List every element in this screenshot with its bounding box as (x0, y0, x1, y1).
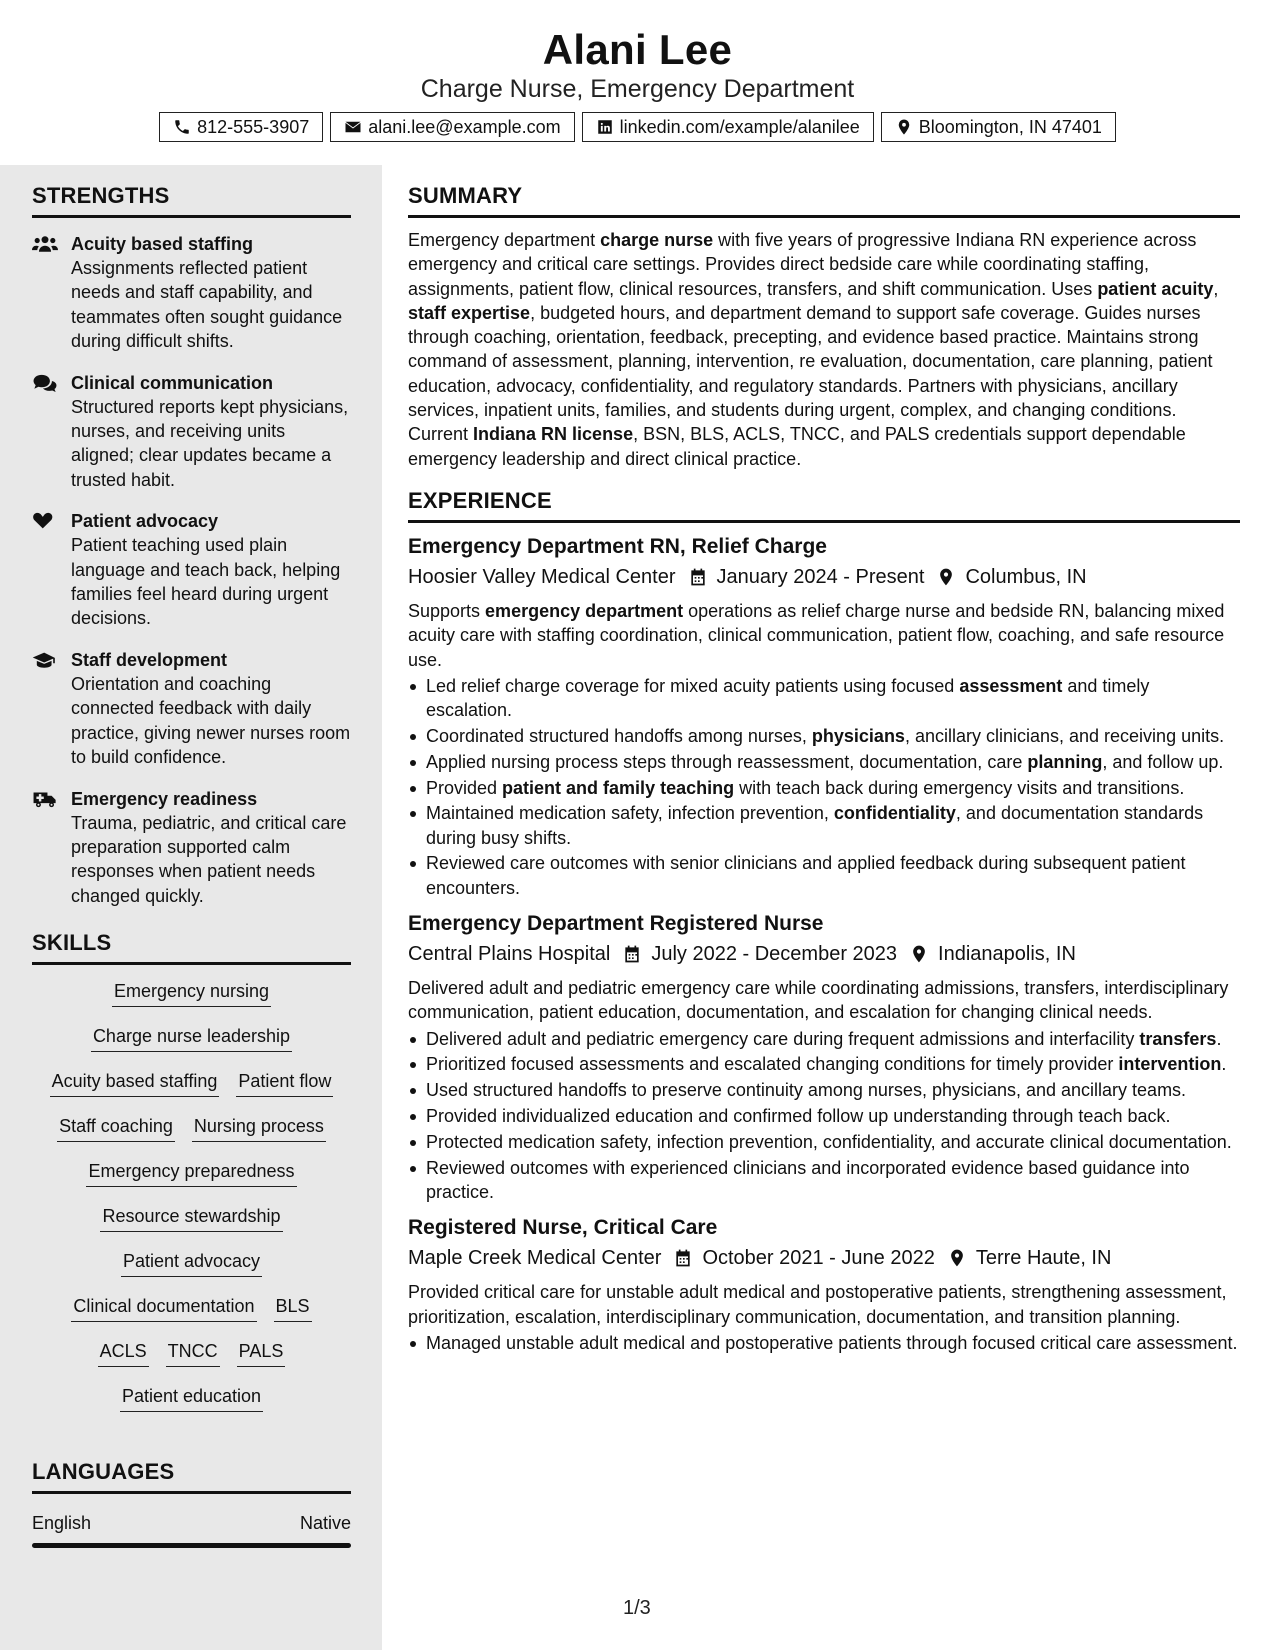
job-bullet: Reviewed outcomes with experienced clinicians and incorporated evidence based guidance into practice. (408, 1156, 1240, 1205)
strength-title: Acuity based staffing (71, 234, 254, 254)
strength-item (32, 232, 351, 354)
job-meta (408, 1244, 1240, 1272)
job-bullet: Prioritized focused assessments and escalated changing conditions for timely provider intervention. (408, 1052, 1240, 1076)
skills-heading: SKILLS (32, 930, 351, 965)
map-pin-icon (936, 567, 956, 587)
ambulance-icon (32, 790, 58, 808)
strength-item (32, 787, 351, 909)
job-bullet: Used structured handoffs to preserve continuity among nurses, physicians, and ancillary teams. (408, 1078, 1240, 1102)
candidate-title: Charge Nurse, Emergency Department (420, 75, 855, 103)
sidebar (0, 165, 382, 1650)
skill-row (112, 979, 271, 1007)
strength-desc: Orientation and coaching connected feedback with daily practice, giving newer nurses room to build confidence. (71, 673, 351, 768)
skill-row (98, 1339, 286, 1367)
skill-row (91, 1024, 292, 1052)
job-bullet: Provided individualized education and confirmed follow up understanding through teach back. (408, 1104, 1240, 1128)
skill-row (100, 1204, 282, 1232)
job-dates: October 2021 - June 2022 (702, 1247, 935, 1270)
strength-desc: Trauma, pediatric, and critical care preparation supported calm responses when patient needs changed quickly. (71, 812, 347, 906)
job-bullets (408, 1331, 1240, 1355)
strength-title: Clinical communication (71, 372, 274, 393)
language-level: Native (299, 1513, 351, 1534)
skill-tag: Staff coaching (57, 1114, 175, 1142)
page-number: 1/3 (623, 1597, 651, 1619)
skills-list (32, 979, 351, 1412)
job-bullet: Managed unstable adult medical and postoperative patients through focused critical care assessment. (408, 1331, 1240, 1355)
skill-row (121, 1249, 262, 1277)
envelope-icon (344, 118, 362, 136)
skill-tag: Emergency preparedness (86, 1159, 296, 1187)
job-employer: Central Plains Hospital (408, 943, 611, 966)
skill-row (57, 1114, 326, 1142)
map-pin-icon (909, 944, 929, 964)
job-entry (408, 1214, 1240, 1355)
summary-heading: SUMMARY (408, 183, 1240, 218)
job-bullet: Delivered adult and pediatric emergency care during frequent admissions and interfacility transfers. (408, 1027, 1240, 1051)
strength-item (32, 509, 351, 631)
job-bullets (408, 1027, 1240, 1205)
job-title: Registered Nurse, Critical Care (408, 1216, 718, 1240)
job-location: Columbus, IN (965, 565, 1087, 588)
skill-tag: PALS (237, 1339, 286, 1367)
map-pin-icon (895, 118, 913, 136)
job-meta (408, 940, 1240, 968)
job-bullets (408, 674, 1240, 900)
experience-list (408, 533, 1240, 1355)
main-content (408, 165, 1240, 1357)
job-title: Emergency Department Registered Nurse (408, 912, 824, 936)
strength-title: Emergency readiness (71, 788, 258, 809)
strength-desc: Patient teaching used plain language and teach back, helping families feel heard during urgent decisions. (71, 535, 341, 629)
job-description: Delivered adult and pediatric emergency care while coordinating admissions, transfers, interdisciplinary communication, patient education, documentation, and escalation for changing clinical needs. (408, 978, 1229, 1023)
language-proficiency-bar (32, 1543, 351, 1548)
skill-row (71, 1294, 311, 1322)
calendar-icon (673, 1248, 693, 1268)
users-icon (32, 235, 58, 253)
job-meta (408, 563, 1240, 591)
contact-linkedin-text: linkedin.com/example/alanilee (619, 116, 860, 137)
skill-tag: Resource stewardship (100, 1204, 282, 1232)
job-bullet: Applied nursing process steps through reassessment, documentation, care planning, and follow up. (408, 750, 1240, 774)
job-title: Emergency Department RN, Relief Charge (408, 534, 827, 558)
languages-heading: LANGUAGES (32, 1459, 351, 1494)
calendar-icon (622, 944, 642, 964)
skill-tag: Clinical documentation (71, 1294, 256, 1322)
skill-row (86, 1159, 296, 1187)
strength-desc: Assignments reflected patient needs and staff capability, and teammates often sought guidance during difficult shifts. (71, 258, 343, 352)
job-description: Provided critical care for unstable adult medical and postoperative patients, strengthening assessment, prioritization, escalation, interdisciplinary communication, documentation, and transition planning. (408, 1282, 1227, 1327)
skill-tag: Patient education (120, 1384, 263, 1412)
contact-email[interactable] (330, 112, 574, 142)
graduation-cap-icon (32, 651, 58, 669)
job-dates: July 2022 - December 2023 (651, 943, 898, 966)
contact-phone-text: 812-555-3907 (197, 116, 310, 137)
resume-header (0, 0, 1275, 142)
job-location: Indianapolis, IN (938, 943, 1076, 966)
job-bullet: Led relief charge coverage for mixed acuity patients using focused assessment and timely escalation. (408, 674, 1240, 723)
job-entry (408, 910, 1240, 1204)
experience-heading: EXPERIENCE (408, 488, 1240, 523)
contact-phone[interactable] (159, 112, 323, 142)
skill-tag: Patient flow (236, 1069, 333, 1097)
skill-tag: BLS (274, 1294, 312, 1322)
job-entry (408, 533, 1240, 900)
job-bullet: Reviewed care outcomes with senior clinicians and applied feedback during subsequent patient encounters. (408, 851, 1240, 900)
skill-row (50, 1069, 334, 1097)
strength-title: Patient advocacy (71, 511, 219, 532)
job-employer: Hoosier Valley Medical Center (408, 565, 676, 588)
job-bullet: Provided patient and family teaching with teach back during emergency visits and transitions. (408, 776, 1240, 800)
contact-linkedin[interactable] (582, 112, 874, 142)
calendar-icon (688, 567, 708, 587)
job-employer: Maple Creek Medical Center (408, 1247, 662, 1270)
candidate-name: Alani Lee (542, 26, 733, 73)
skill-tag: Acuity based staffing (50, 1069, 220, 1097)
language-item (32, 1511, 351, 1535)
skill-tag: Nursing process (192, 1114, 326, 1142)
heart-icon (32, 512, 58, 530)
comments-icon (32, 374, 58, 392)
linkedin-icon (596, 118, 614, 136)
job-dates: January 2024 - Present (716, 565, 925, 588)
job-bullet: Protected medication safety, infection prevention, confidentiality, and accurate clinical documentation. (408, 1130, 1240, 1154)
job-description: Supports emergency department operations as relief charge nurse and bedside RN, balancing mixed acuity care with staffing coordination, clinical communication, patient flow, coaching, and safe resource use. (408, 600, 1225, 670)
map-pin-icon (947, 1248, 967, 1268)
job-bullet: Coordinated structured handoffs among nurses, physicians, ancillary clinicians, and receiving units. (408, 724, 1240, 748)
skill-row (120, 1384, 263, 1412)
strength-title: Staff development (71, 649, 228, 670)
job-bullet: Maintained medication safety, infection prevention, confidentiality, and documentation standards during busy shifts. (408, 801, 1240, 850)
language-name: English (32, 1513, 92, 1534)
strength-item (32, 648, 351, 770)
contact-location-text: Bloomington, IN 47401 (918, 116, 1102, 137)
strength-item (32, 371, 351, 493)
strength-desc: Structured reports kept physicians, nurses, and receiving units aligned; clear updates became a trusted habit. (71, 396, 349, 490)
contact-location[interactable] (881, 112, 1116, 142)
job-location: Terre Haute, IN (975, 1247, 1112, 1270)
skill-tag: Patient advocacy (121, 1249, 262, 1277)
strengths-heading: STRENGTHS (32, 183, 351, 218)
contact-email-text: alani.lee@example.com (368, 116, 561, 137)
phone-icon (173, 118, 191, 136)
strengths-list (32, 232, 351, 908)
skill-tag: ACLS (98, 1339, 149, 1367)
skill-tag: Charge nurse leadership (91, 1024, 292, 1052)
summary-text: Emergency department charge nurse with five years of progressive Indiana RN experience across emergency and critical care settings. Provides direct bedside care while coordinating staffing, assignments, patient flow, clinical resources, transfers, and shift communication. Uses patient acuity, staff expertise, budgeted hours, and department demand to support safe coverage. Guides nurses through coaching, orientation, feedback, precepting, and evidence based practice. Maintains strong command of assessment, planning, intervention, re evaluation, documentation, care planning, patient education, advocacy, confidentiality, and regulatory standards. Partners with physicians, ancillary services, inpatient units, families, and students during urgent, complex, and changing conditions. Current Indiana RN license, BSN, BLS, ACLS, TNCC, and PALS credentials support dependable emergency leadership and direct clinical practice. (408, 230, 1219, 469)
contact-bar (0, 112, 1275, 142)
skill-tag: TNCC (166, 1339, 220, 1367)
skill-tag: Emergency nursing (112, 979, 271, 1007)
